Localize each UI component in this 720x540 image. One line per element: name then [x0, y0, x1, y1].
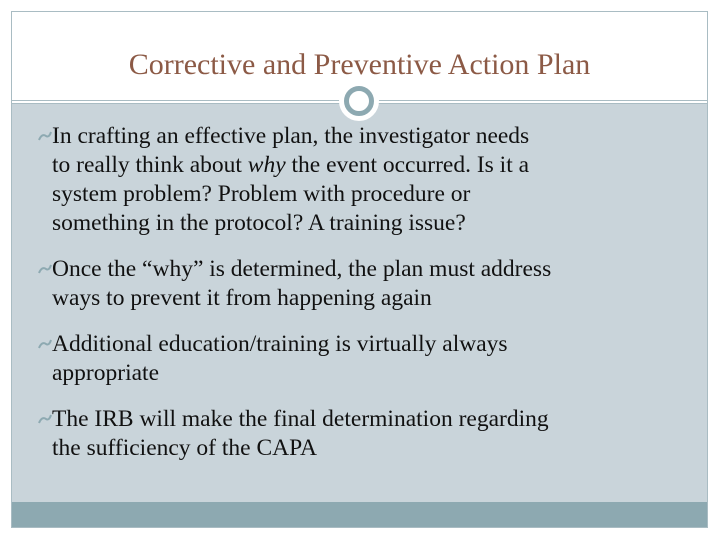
wave-bullet-icon	[38, 130, 52, 144]
wave-bullet-icon	[38, 263, 52, 277]
bullet-line: In crafting an effective plan, the investigator needs	[52, 123, 530, 149]
bullet-line: to really think about why the event occurred. Is it a	[52, 152, 530, 178]
bullet-line: The IRB will make the final determination regarding	[52, 406, 549, 432]
bullet-list	[38, 122, 698, 480]
emphasis-why: why	[247, 152, 286, 178]
bullet-line: ways to prevent it from happening again	[52, 285, 432, 311]
bullet-line: appropriate	[52, 360, 160, 386]
bullet-line: Once the “why” is determined, the plan must address	[52, 256, 552, 282]
bullet-item	[38, 122, 698, 238]
ring-ornament-inner	[344, 86, 374, 116]
bullet-item	[38, 330, 698, 388]
bullet-line: something in the protocol? A training issue?	[52, 210, 466, 236]
ring-ornament-icon	[339, 81, 379, 121]
bullet-item	[38, 405, 698, 463]
footer-bar	[12, 502, 707, 527]
bullet-line: system problem? Problem with procedure or	[52, 181, 471, 207]
slide-title: Corrective and Preventive Action Plan	[128, 48, 591, 81]
bullet-line: the sufficiency of the CAPA	[52, 435, 317, 461]
bullet-line: Additional education/training is virtually always	[52, 331, 508, 357]
wave-bullet-icon	[38, 338, 52, 352]
bullet-item	[38, 255, 698, 313]
wave-bullet-icon	[38, 413, 52, 427]
